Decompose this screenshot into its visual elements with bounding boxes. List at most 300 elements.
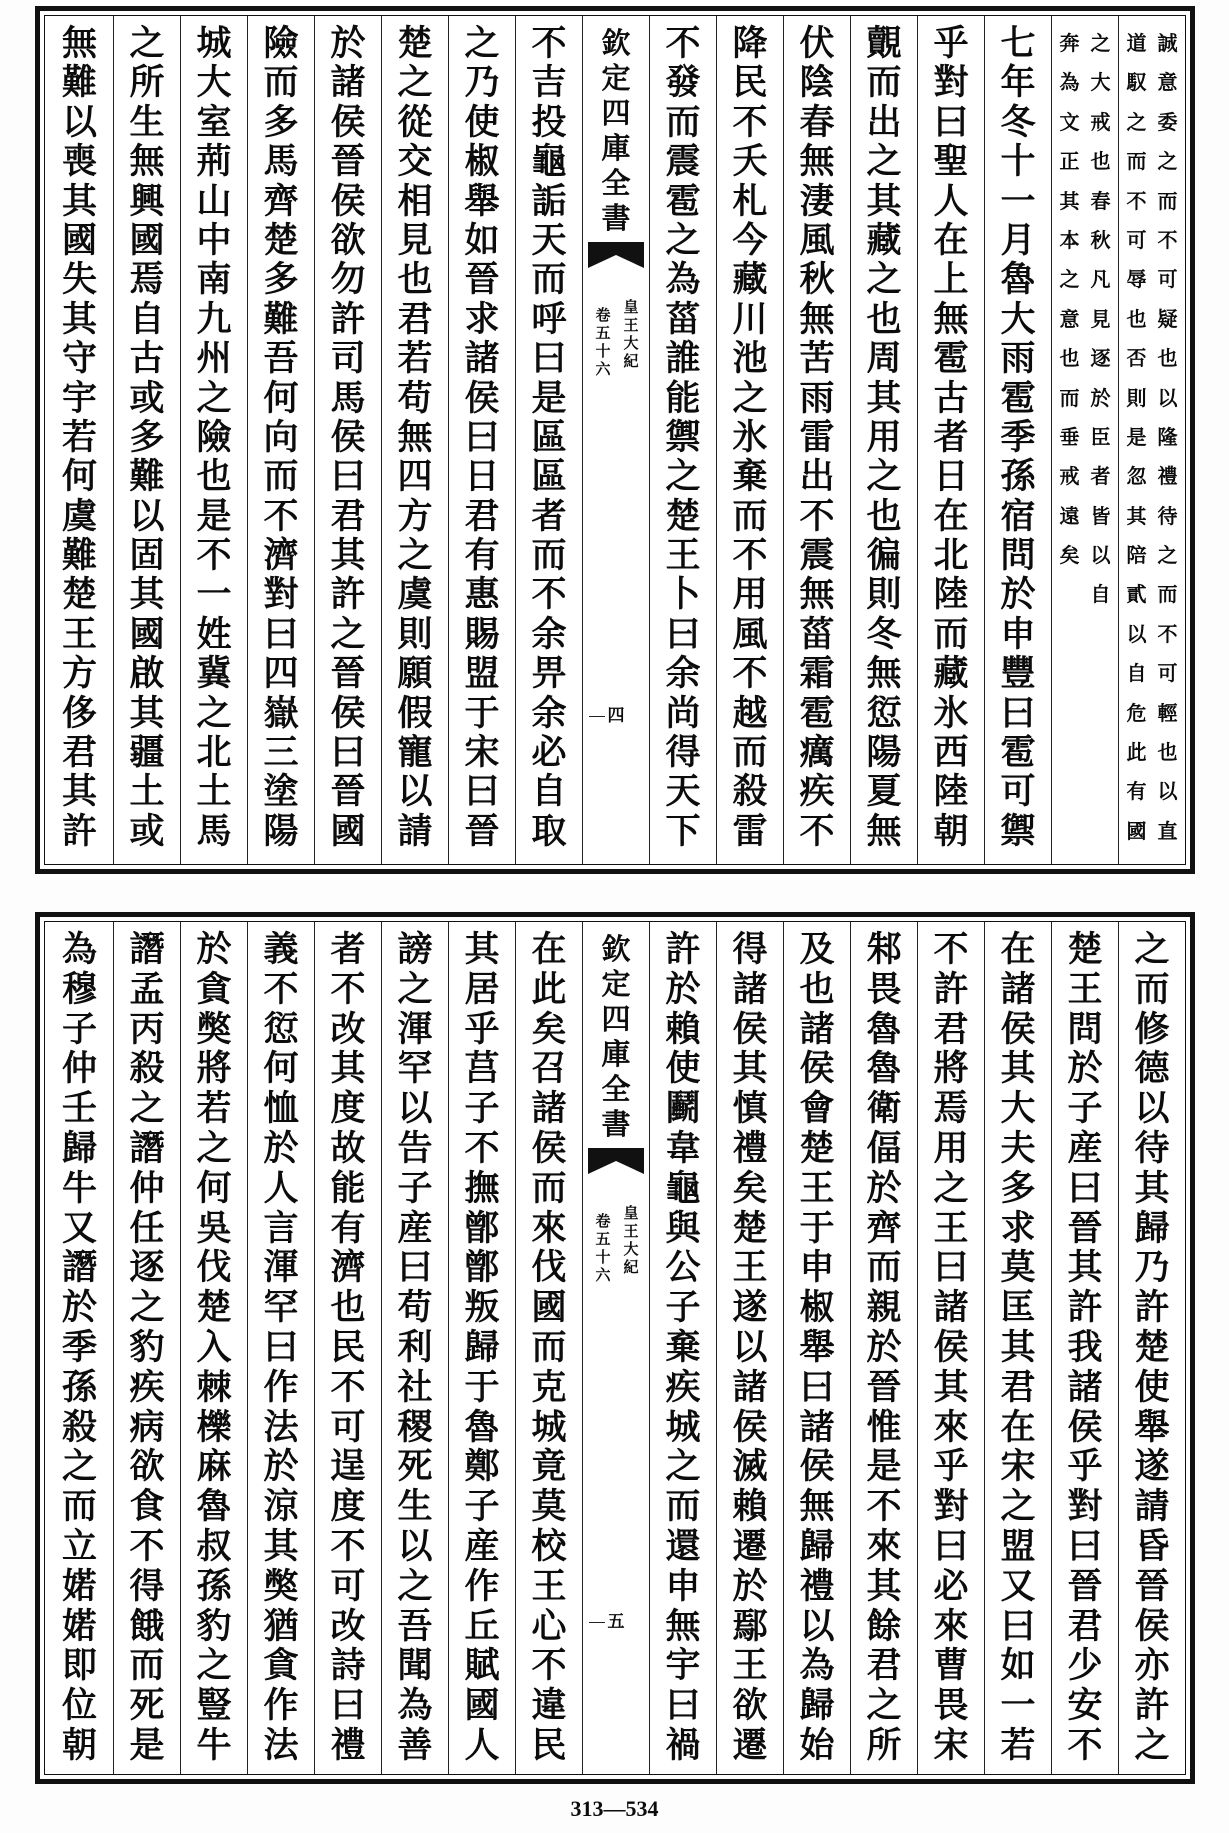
glyph: 子: [61, 1009, 97, 1050]
glyph: 而: [1059, 385, 1080, 410]
column-text: [1052, 922, 1118, 1766]
glyph: 季: [61, 1327, 97, 1368]
glyph: 馬: [330, 378, 366, 418]
glyph: 侯: [464, 378, 500, 418]
glyph: 在: [933, 496, 969, 537]
glyph: 寵: [397, 733, 433, 773]
glyph: 來: [531, 1208, 567, 1249]
glyph: 君: [397, 299, 433, 340]
glyph: 楚: [1067, 930, 1103, 970]
glyph: 陸: [933, 575, 969, 615]
glyph: 莫: [531, 1487, 567, 1527]
glyph: 莫: [1000, 1248, 1036, 1289]
glyph: 逐: [129, 1248, 165, 1289]
glyph: 言: [263, 1208, 299, 1249]
glyph: 豹: [129, 1327, 165, 1368]
glyph: 王: [665, 536, 701, 576]
glyph: 四: [397, 457, 433, 497]
glyph: 求: [464, 299, 500, 340]
glyph: 奔: [1059, 31, 1080, 55]
glyph: 於: [61, 1288, 97, 1328]
glyph: 大: [1000, 1089, 1036, 1129]
glyph: 也: [1090, 149, 1111, 174]
top-leaf-panel: [35, 6, 1195, 874]
glyph: 王: [1067, 969, 1103, 1010]
glyph: 全: [601, 1072, 631, 1106]
glyph: 方: [61, 654, 97, 694]
glyph: 曹: [933, 1646, 969, 1687]
glyph: 之: [866, 260, 902, 300]
glyph: 見: [397, 220, 433, 261]
glyph: 震: [665, 142, 701, 182]
glyph: 子: [665, 1288, 701, 1328]
glyph: 盟: [1000, 1526, 1036, 1567]
glyph: 以: [1134, 1089, 1170, 1129]
glyph: 義: [263, 930, 299, 970]
glyph: 畏: [933, 1686, 969, 1726]
glyph: 晉: [1134, 1566, 1170, 1607]
glyph: 是: [1126, 424, 1147, 449]
glyph: 之: [196, 1128, 232, 1169]
glyph: 其: [61, 299, 97, 340]
glyph: 公: [665, 1248, 701, 1289]
glyph: 古: [129, 339, 165, 379]
glyph: 馭: [1126, 70, 1147, 95]
glyph: 司: [330, 339, 366, 379]
glyph: 君: [464, 496, 500, 537]
text-column: [46, 922, 113, 1774]
glyph: 為: [665, 260, 701, 300]
glyph: 龜: [665, 1168, 701, 1209]
glyph: 宋: [933, 1725, 969, 1766]
text-column: [247, 16, 314, 864]
inner-frame: [44, 15, 1186, 865]
glyph: 菑: [799, 614, 835, 655]
glyph: 而: [1126, 149, 1147, 174]
glyph: 椒: [464, 142, 500, 182]
glyph: 申: [799, 1248, 835, 1289]
glyph: 凡: [1090, 267, 1111, 292]
glyph: 以: [799, 1606, 835, 1647]
glyph: 守: [61, 339, 97, 379]
glyph: 曰: [933, 1248, 969, 1289]
glyph: 得: [732, 930, 768, 970]
glyph: 使: [665, 1049, 701, 1090]
glyph: 來: [933, 1407, 969, 1448]
glyph: 必: [933, 1566, 969, 1607]
glyph: 匡: [1000, 1288, 1036, 1328]
glyph: 舉: [464, 181, 500, 221]
glyph: 在: [1000, 930, 1036, 970]
glyph: 諸: [732, 969, 768, 1010]
glyph: 若: [1000, 1725, 1036, 1766]
glyph: 問: [1000, 536, 1036, 576]
glyph: 楚: [196, 1288, 232, 1328]
glyph: 大: [623, 334, 639, 352]
text-column: [515, 922, 582, 1774]
glyph: 定: [601, 61, 631, 95]
glyph: 于: [464, 1367, 500, 1408]
glyph: 王: [623, 1222, 639, 1240]
glyph: 欽: [601, 26, 631, 60]
glyph: 塗: [263, 772, 299, 812]
glyph: 侯: [330, 102, 366, 143]
glyph: 獘: [196, 1009, 232, 1050]
glyph: 皆: [1090, 503, 1111, 528]
glyph: 國: [531, 1288, 567, 1328]
glyph: 降: [732, 24, 768, 64]
glyph: 多: [263, 102, 299, 143]
glyph: 改: [330, 1009, 366, 1050]
glyph: 國: [330, 811, 366, 852]
glyph: 不: [531, 575, 567, 615]
glyph: 魯: [196, 1487, 232, 1527]
glyph: 於: [1090, 385, 1111, 410]
glyph: 其: [129, 575, 165, 615]
glyph: 徧: [866, 536, 902, 576]
glyph: 也: [799, 969, 835, 1010]
glyph: 菑: [665, 299, 701, 340]
glyph: 也: [397, 260, 433, 300]
glyph: 北: [196, 733, 232, 773]
glyph: 而: [732, 733, 768, 773]
glyph: 見: [1090, 306, 1111, 331]
glyph: 之: [464, 24, 500, 64]
glyph: 告: [397, 1128, 433, 1169]
glyph: 辱: [1126, 267, 1147, 292]
glyph: 侯: [732, 1009, 768, 1050]
glyph: 侯: [1134, 1606, 1170, 1647]
column-text: [1119, 922, 1185, 1766]
glyph: 之: [196, 1646, 232, 1687]
glyph: 相: [397, 181, 433, 221]
glyph: 以: [1126, 621, 1147, 646]
glyph: 宇: [665, 1646, 701, 1687]
glyph: 於: [732, 1566, 768, 1607]
glyph: 而: [531, 536, 567, 576]
glyph: 餓: [129, 1606, 165, 1647]
glyph: 北: [933, 536, 969, 576]
glyph: 不: [531, 1646, 567, 1687]
glyph: 無: [866, 654, 902, 694]
column-text: [449, 922, 515, 1766]
column-row: [45, 16, 1185, 864]
glyph: 以: [1157, 385, 1178, 410]
glyph: 豎: [196, 1686, 232, 1726]
glyph: 書: [601, 201, 631, 235]
glyph: 夫: [1000, 1128, 1036, 1169]
glyph: 城: [196, 24, 232, 64]
glyph: 自: [1090, 582, 1111, 607]
glyph: 用: [732, 575, 768, 615]
glyph: 安: [1067, 1686, 1103, 1726]
glyph: 藏: [732, 260, 768, 300]
glyph: 四: [601, 96, 631, 130]
glyph: 月: [1000, 220, 1036, 261]
glyph: 為: [1059, 70, 1080, 95]
glyph: 馬: [196, 811, 232, 852]
glyph: 齊: [263, 181, 299, 221]
glyph: 道: [1126, 31, 1147, 55]
text-column: [180, 16, 247, 864]
glyph: 喪: [61, 142, 97, 182]
glyph: 雹: [665, 181, 701, 221]
column-text: [382, 16, 448, 851]
glyph: 民: [330, 1327, 366, 1368]
glyph: 不: [1157, 227, 1178, 252]
glyph: 焉: [129, 260, 165, 300]
glyph: 仲: [129, 1168, 165, 1209]
glyph: 餘: [866, 1606, 902, 1647]
glyph: 越: [732, 693, 768, 734]
glyph: 于: [464, 693, 500, 734]
glyph: 及: [799, 930, 835, 970]
glyph: 取: [531, 811, 567, 852]
glyph: 以: [732, 1327, 768, 1368]
glyph: 之: [866, 142, 902, 182]
glyph: 椒: [799, 1288, 835, 1328]
chapter-number: [592, 306, 614, 378]
glyph: 乎: [933, 1447, 969, 1488]
glyph: 庫: [601, 131, 631, 165]
glyph: 何: [61, 457, 97, 497]
glyph: 猶: [263, 1606, 299, 1647]
glyph: 在: [531, 930, 567, 970]
glyph: 上: [933, 260, 969, 300]
glyph: 遠: [1059, 503, 1080, 528]
glyph: 也: [866, 299, 902, 340]
text-column: [113, 922, 180, 1774]
glyph: 惟: [866, 1407, 902, 1448]
glyph: 楚: [397, 24, 433, 64]
glyph: 無: [866, 811, 902, 852]
glyph: 壬: [61, 1089, 97, 1129]
glyph: 國: [61, 220, 97, 261]
glyph: 淒: [799, 181, 835, 221]
glyph: 不: [665, 24, 701, 64]
glyph: 鄫: [464, 1248, 500, 1289]
glyph: 卷: [595, 306, 611, 324]
glyph: 孫: [1000, 457, 1036, 497]
glyph: 不: [330, 1526, 366, 1567]
glyph: 親: [866, 1288, 902, 1328]
glyph: 畀: [531, 654, 567, 694]
glyph: 産: [464, 1526, 500, 1567]
glyph: 六: [595, 360, 611, 378]
glyph: 其: [129, 693, 165, 734]
glyph: 賴: [665, 1009, 701, 1050]
glyph: 丘: [464, 1606, 500, 1647]
glyph: 有: [330, 1208, 366, 1249]
glyph: 請: [397, 811, 433, 852]
glyph: 之: [330, 614, 366, 655]
glyph: 投: [531, 102, 567, 143]
glyph: 會: [799, 1089, 835, 1129]
glyph: 於: [263, 1128, 299, 1169]
glyph: 或: [129, 378, 165, 418]
glyph: 之: [196, 693, 232, 734]
glyph: 違: [531, 1686, 567, 1726]
glyph: 宿: [1000, 496, 1036, 537]
glyph: 侈: [61, 693, 97, 734]
glyph: 余: [665, 654, 701, 694]
glyph: 待: [1157, 503, 1178, 528]
glyph: 其: [866, 1566, 902, 1607]
glyph: 可: [1157, 661, 1178, 686]
glyph: 穆: [61, 969, 97, 1010]
glyph: 而: [665, 1487, 701, 1527]
glyph: 畏: [866, 969, 902, 1010]
glyph: 諸: [330, 63, 366, 103]
glyph: 氷: [732, 417, 768, 458]
glyph: 侯: [933, 1327, 969, 1368]
glyph: 所: [866, 1725, 902, 1766]
glyph: 十: [595, 342, 611, 360]
column-text: [248, 16, 314, 851]
glyph: 苦: [799, 339, 835, 379]
glyph: 若: [61, 417, 97, 458]
glyph: 多: [1000, 1168, 1036, 1209]
glyph: 直: [1157, 818, 1178, 843]
glyph: 得: [129, 1566, 165, 1607]
glyph: 發: [665, 63, 701, 103]
glyph: 交: [397, 142, 433, 182]
glyph: 貳: [1126, 582, 1147, 607]
glyph: 藏: [933, 654, 969, 694]
glyph: 九: [196, 299, 232, 340]
glyph: 王: [61, 614, 97, 655]
glyph: 將: [933, 1049, 969, 1090]
glyph: 三: [263, 733, 299, 773]
glyph: 君: [866, 1646, 902, 1687]
glyph: 許: [665, 930, 701, 970]
glyph: 王: [732, 1248, 768, 1289]
glyph: 雨: [1000, 339, 1036, 379]
glyph: 而: [866, 1248, 902, 1289]
glyph: 勿: [330, 260, 366, 300]
glyph: 季: [1000, 417, 1036, 458]
column-text: [248, 922, 314, 1766]
glyph: 國: [129, 614, 165, 655]
glyph: 作: [263, 1686, 299, 1726]
glyph: 本: [1059, 227, 1080, 252]
glyph: 險: [196, 417, 232, 458]
glyph: 夭: [732, 142, 768, 182]
glyph: 入: [196, 1327, 232, 1368]
glyph: 而: [531, 1168, 567, 1209]
glyph: 而: [263, 63, 299, 103]
glyph: 呼: [531, 299, 567, 340]
glyph: 待: [1134, 1128, 1170, 1169]
glyph: 於: [866, 1327, 902, 1368]
glyph: 疾: [665, 1367, 701, 1408]
glyph: 稷: [397, 1407, 433, 1448]
glyph: 譖: [61, 1248, 97, 1289]
glyph: 札: [732, 181, 768, 221]
glyph: 曰: [1000, 693, 1036, 734]
glyph: 何: [196, 1168, 232, 1209]
glyph: 不: [531, 24, 567, 64]
glyph: 曰: [1067, 1168, 1103, 1209]
glyph: 以: [397, 772, 433, 812]
glyph: 失: [61, 260, 97, 300]
glyph: 人: [263, 1168, 299, 1209]
glyph: 向: [263, 417, 299, 458]
glyph: 疆: [129, 733, 165, 773]
glyph: 不: [799, 496, 835, 537]
glyph: 吳: [196, 1208, 232, 1249]
glyph: 撫: [464, 1168, 500, 1209]
glyph: 伐: [196, 1248, 232, 1289]
glyph: 也: [1157, 740, 1178, 765]
glyph: 不: [330, 1367, 366, 1408]
glyph: 許: [1134, 1686, 1170, 1726]
column-text: [784, 922, 850, 1766]
page-folio-number: 313—534: [570, 1796, 659, 1821]
glyph: 許: [1134, 1288, 1170, 1328]
glyph: 棄: [732, 457, 768, 497]
glyph: 渾: [397, 1009, 433, 1050]
glyph: 産: [1067, 1128, 1103, 1169]
glyph: 陸: [933, 772, 969, 812]
glyph: 鄢: [732, 1606, 768, 1647]
glyph: 之: [397, 969, 433, 1010]
glyph: 苟: [397, 378, 433, 418]
glyph: 輕: [1157, 700, 1178, 725]
glyph: 興: [129, 181, 165, 221]
glyph: 魯: [464, 1407, 500, 1448]
glyph: 用: [866, 417, 902, 458]
glyph: 位: [61, 1686, 97, 1726]
glyph: 叛: [464, 1288, 500, 1328]
glyph: 生: [397, 1487, 433, 1527]
glyph: 君: [1000, 1367, 1036, 1408]
glyph: 之: [1134, 930, 1170, 970]
glyph: 婼: [61, 1566, 97, 1607]
glyph: 諸: [732, 1367, 768, 1408]
glyph: 而: [531, 260, 567, 300]
collection-title: [583, 922, 649, 1142]
glyph: 多: [263, 260, 299, 300]
glyph: 委: [1157, 109, 1178, 134]
glyph: 禮: [799, 1566, 835, 1607]
glyph: 譖: [129, 1128, 165, 1169]
glyph: 修: [1134, 1009, 1170, 1050]
column-text: [918, 16, 984, 851]
glyph: 莒: [464, 1049, 500, 1090]
glyph: 其: [866, 181, 902, 221]
glyph: 不: [933, 930, 969, 970]
text-column: [783, 922, 850, 1774]
glyph: 歸: [464, 1327, 500, 1368]
glyph: 也: [866, 496, 902, 537]
glyph: 出: [799, 457, 835, 497]
glyph: 校: [531, 1526, 567, 1567]
glyph: 晉: [330, 142, 366, 182]
glyph: 法: [263, 1407, 299, 1448]
glyph: 慎: [732, 1089, 768, 1129]
glyph: 孟: [129, 969, 165, 1010]
glyph: 民: [732, 63, 768, 103]
glyph: 伏: [799, 24, 835, 64]
glyph: 來: [866, 1526, 902, 1567]
glyph: 罕: [397, 1049, 433, 1090]
glyph: 何: [263, 378, 299, 418]
glyph: 荊: [196, 142, 232, 182]
column-text: [650, 922, 716, 1766]
glyph: 欲: [129, 1447, 165, 1488]
glyph: 欽: [601, 932, 631, 966]
